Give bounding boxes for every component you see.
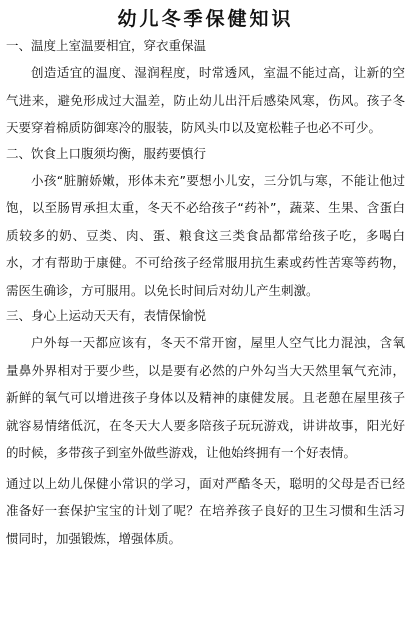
section-temperature xyxy=(6,36,405,142)
closing-paragraph: 通过以上幼儿保健小常识的学习，面对严酷冬天，聪明的父母是否已经准备好一套保护宝宝的计划了呢？在培养孩子良好的卫生习惯和生活习惯同时，加强锻炼，增强体质。 xyxy=(6,475,405,546)
section-diet xyxy=(6,144,405,305)
document-title: 幼儿冬季保健知识 xyxy=(117,8,294,30)
section-heading: 一、温度上室温要相宜，穿衣重保温 xyxy=(6,38,207,53)
section-paragraph: 创造适宜的温度、湿润程度，时常透风，室温不能过高，让新的空气进来，避免形成过大温差，防止幼儿出汗后感染风寒，伤风。孩子冬天要穿着棉质防御寒冷的服装，防风头巾以及宽松鞋子也必不可少。 xyxy=(6,65,405,135)
section-heading: 三、身心上运动天天有，表情保愉悦 xyxy=(6,308,207,323)
section-paragraph: 小孩“脏腑娇嫩，形体未充”要想小儿安，三分饥与寒，不能让他过饱，以至肠胃承担太重，冬天不必给孩子“药补”，蔬菜、生果、含蛋白质较多的奶、豆类、肉、蛋、粮食这三类食品都常给孩子吃，多喝白水，才有帮助于康健。不可给孩子经常服用抗生素或药性苦寒等药物，需医生确诊，方可服用。以免长时间后对幼儿产生刺激。 xyxy=(6,172,405,298)
section-heading: 二、饮食上口腹须均衡，服药要慎行 xyxy=(6,145,207,161)
section-exercise xyxy=(6,306,405,467)
section-paragraph: 户外每一天都应该有，冬天不常开窗，屋里人空气比力混浊，含氧量鼻外界相对于要少些，以是要有必然的户外勾当大天然里氧气充沛，新鲜的氧气可以增进孩子身体以及精神的康健发展。且老憩在屋里孩子就容易情绪低沉，在冬天大人要多陪孩子玩玩游戏，讲讲故事，阳光好的时候，多带孩子到室外做些游戏，让他始终拥有一个好表情。 xyxy=(6,335,405,460)
